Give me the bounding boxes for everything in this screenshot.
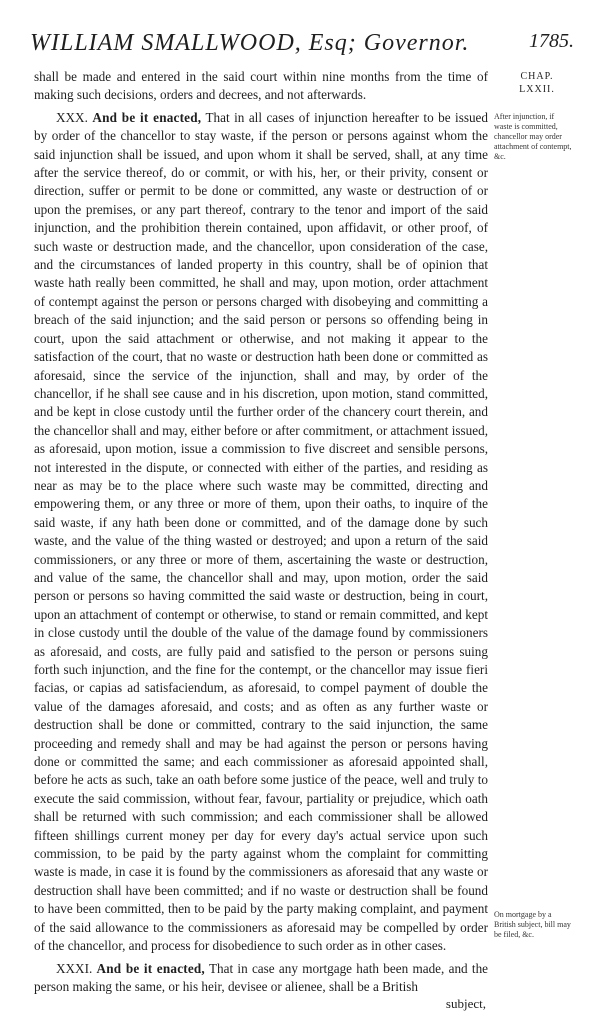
section-xxx-text: That in all cases of injunction hereafter to be issued by order of the chancellor to stay waste, if the person or persons against whom the said injunction shall be issued, and upon whom it shall be served, shall, at any time after the service thereof, do or commit, or with his, her, or their privity, consent or direction, suffer or permit to be done or committed, any waste or destruction of or upon the premises, or any part thereof, contrary to the tenor and import of the said injunction, and the prohibition therein contained, upon affidavit, or other proof, of such waste or destruction made, and the chancellor, upon consideration of the case, and the circumstances of landed property in this country, shall be of opinion that waste hath really been committed, he shall and may, upon motion, order attachment of contempt against the person or persons charged with disobeying and committing a breach of the said injunction; and the said person or persons so offending being in court, upon the said attachment or otherwise, and not making it appear to the satisfaction of the court, that no waste or destruction hath been done or committed as aforesaid, since the service of the injunction, shall and may, by order of the chancellor, if he shall see cause and in his discretion, upon motion, stand committed, and be kept in close custody until the further order of the chancery court therein, and the chancellor shall and may, either before or after commitment, or attachment issued, as aforesaid, upon motion, issue a commission to five discreet and sensible persons, not interested in the dispute, or connected with either of the parties, and residing as near as may be to the place where such waste may be committed, directing and empowering them, or any three or more of them, upon their oaths, to inquire of the said waste, if any hath been done or committed, and of the damage done by such waste, and the value of the thing wasted or destroyed; and upon a return of the said commissioners, or any three or more of them, ascertaining the waste or destruction, and value of the same, the chancellor shall and may, upon motion, order the said person or persons so having committed the said waste or destruction, being in court, upon an attachment of contempt or otherwise, to stand or remain committed, and kept in close custody until the double of the value of the damage found by commissioners as aforesaid, and costs, are fully paid and satisfied to the person or persons suing forth such injunction, and the fine for the contempt, or the chancellor may issue fieri facias, or capias ad satisfaciendum, as aforesaid, to compel payment of double the value of the damages aforesaid, and costs; and as often as any further waste or destruction shall be done or committed, contrary to the said injunction, the same proceeding and remedy shall and may be had against the person or persons having done or committed the same; and each commissioner as aforesaid appointed shall, before he acts as such, take an oath before some justice of the peace, well and truly to execute the said commission, without fear, favour, partiality or prejudice, which oath shall be returned with such commission; and each commissioner shall be allowed fifteen shillings current money per day for every day's actual service upon such commission, to be paid by the party against whom the complaint for committing waste is made, in case it is found by the commissioners as aforesaid that any waste or destruction shall have been committed; and if no waste or destruction shall be found to have been committed, then to be paid by the party making complaint, and payment of the said allowance to the commissioners as aforesaid may be compelled by order of the chancellor, and process for disobedience to such order as in other cases.	[34, 109, 489, 954]
section-xxxi-enacting-clause: And be it enacted,	[96, 960, 205, 976]
chapter-label	[494, 70, 580, 96]
section-xxxi-text: That in case any mortgage hath been made, and the person making the same, or his heir, devisee or alienee, shall be a British	[34, 960, 489, 994]
running-title: WILLIAM SMALLWOOD, Esq; Governor.	[30, 30, 470, 56]
section-xxxi-number: XXXI.	[56, 960, 93, 976]
chapter-number: LXXII.	[519, 84, 555, 95]
chapter-label-word: CHAP.	[520, 71, 554, 82]
section-xxxi	[34, 960, 488, 997]
catchword: subject,	[445, 996, 486, 1012]
section-xxx-enacting-clause: And be it enacted,	[92, 109, 202, 125]
margin-note-injunction: After injunction, if waste is committed, chancellor may order attachment of contempt, &c.	[494, 112, 572, 161]
section-xxx-number: XXX.	[56, 109, 88, 125]
margin-note-mortgage: On mortgage by a British subject, bill may be filed, &c.	[494, 910, 571, 939]
continuation-paragraph: shall be made and entered in the said court within nine months from the time of making such decisions, orders and decrees, and not afterwards.	[34, 69, 488, 103]
running-header	[26, 30, 574, 60]
page-number: 1785.	[529, 30, 574, 52]
section-xxx	[34, 109, 488, 956]
page-body	[34, 68, 488, 1012]
